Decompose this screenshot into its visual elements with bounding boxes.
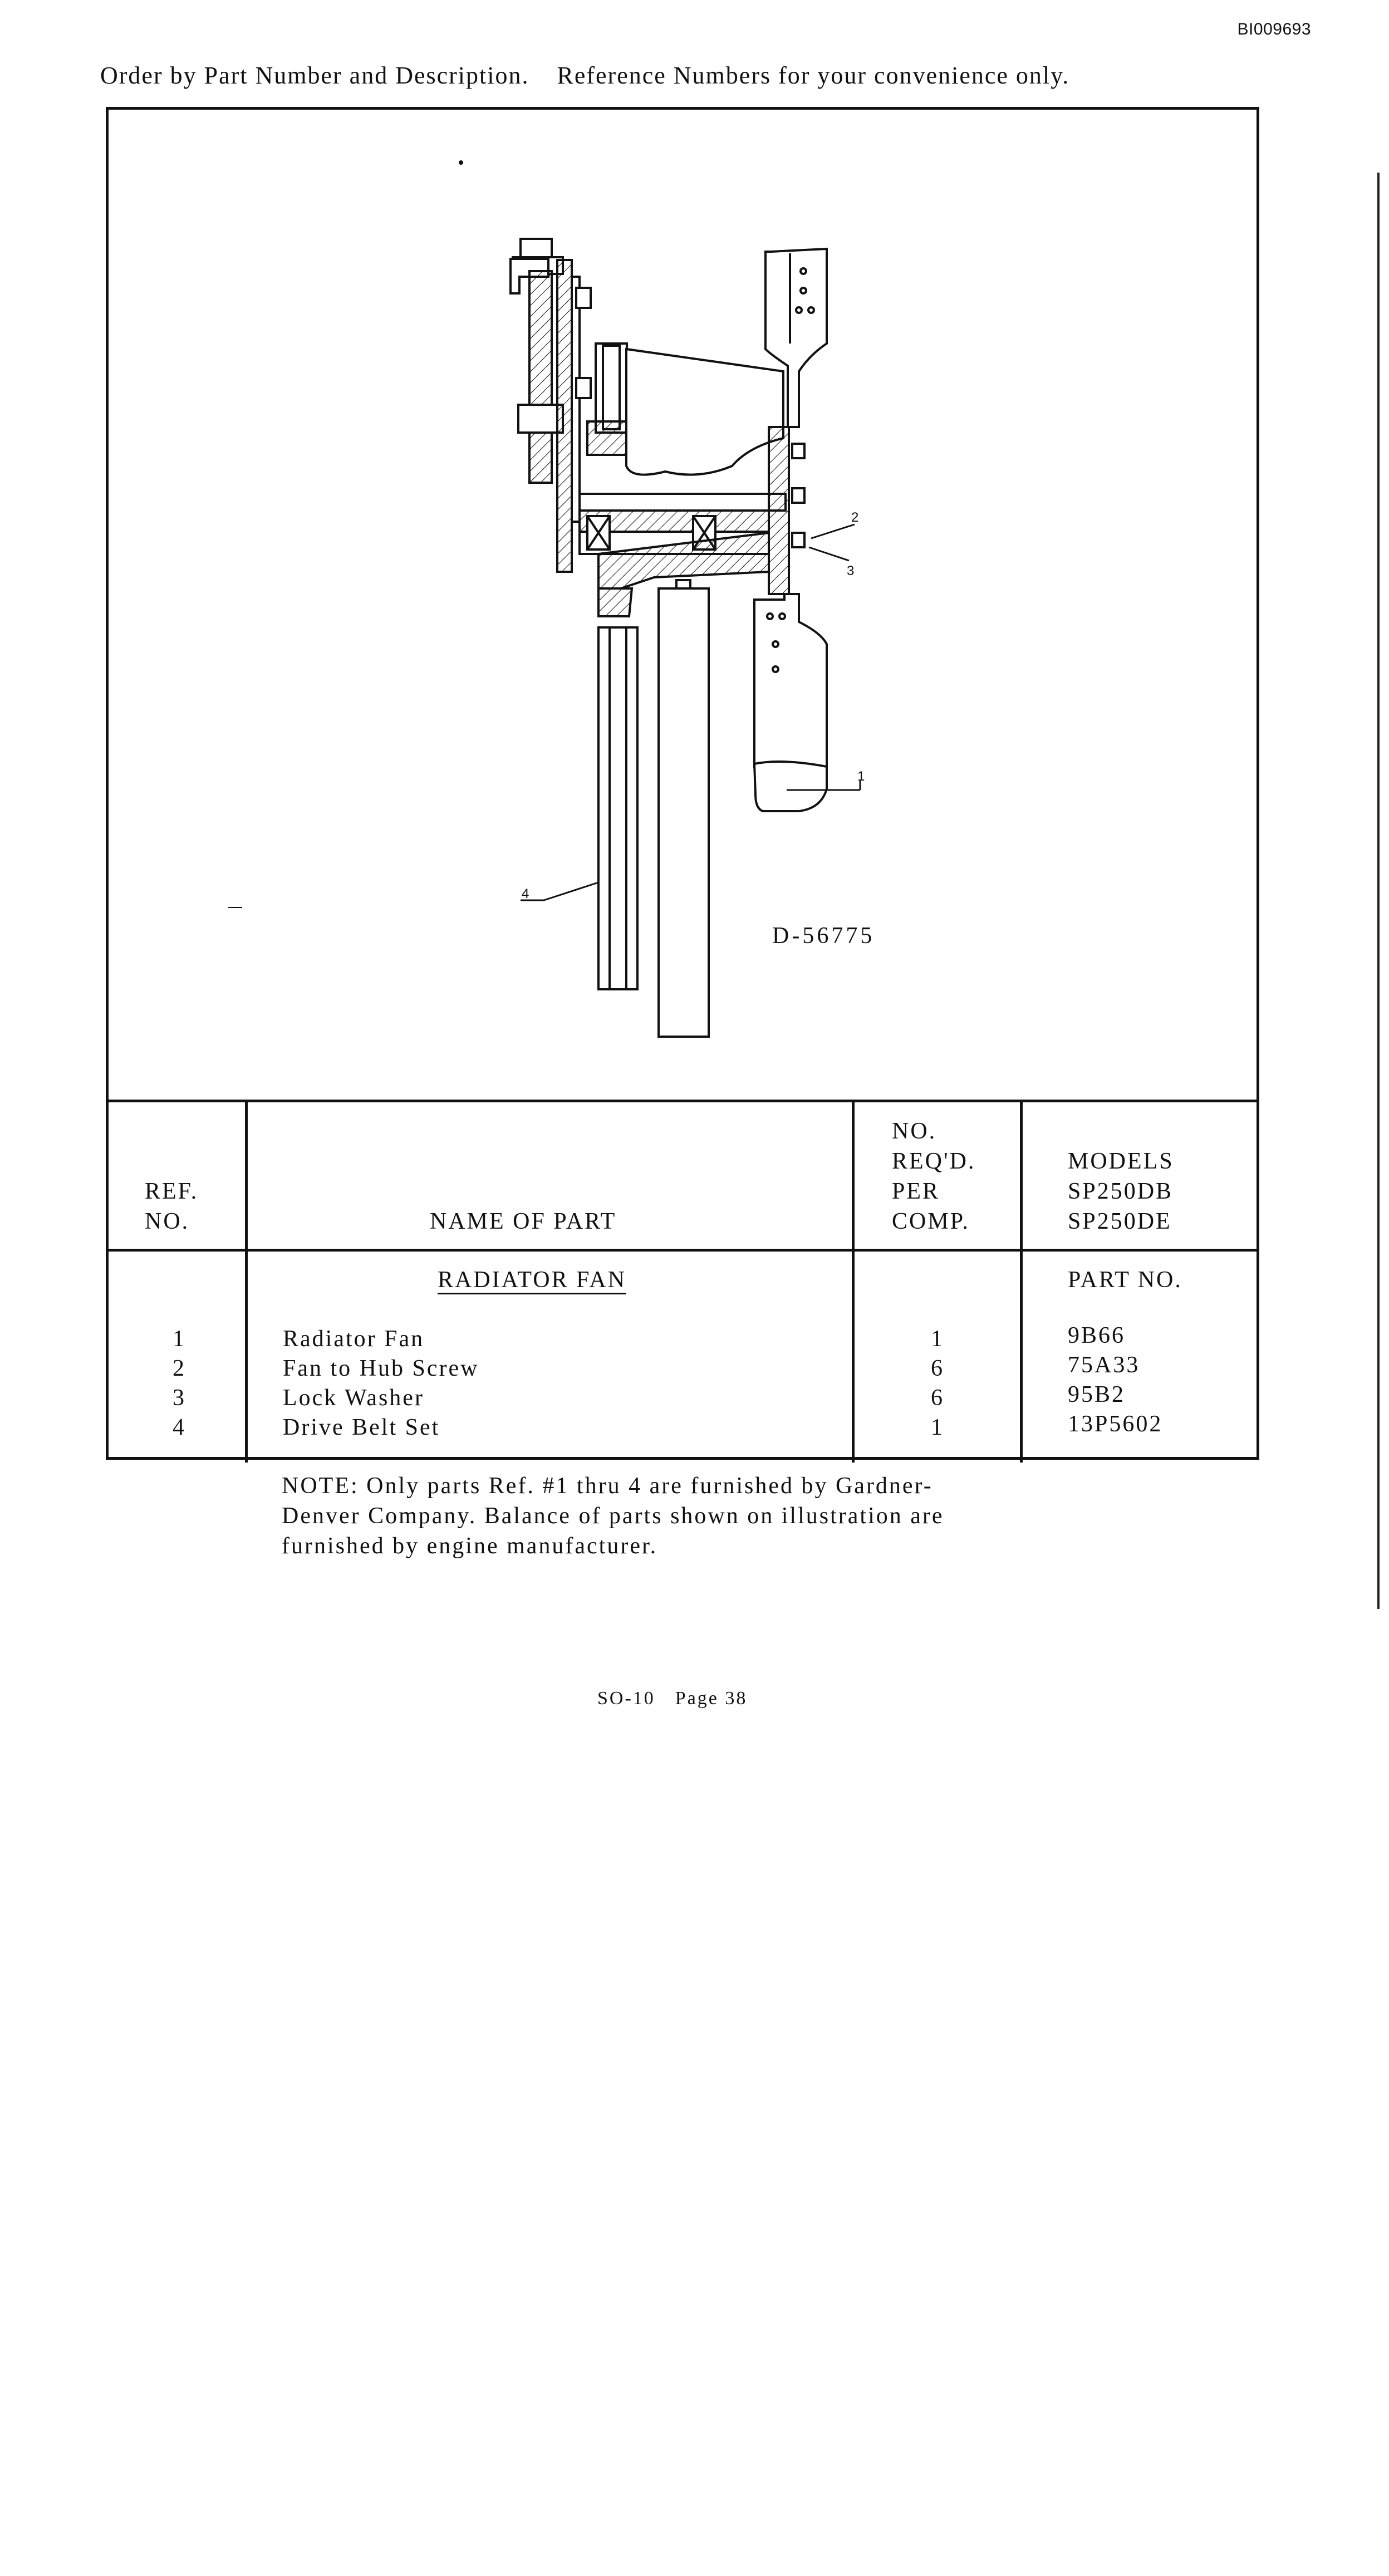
note-line: Denver Company. Balance of parts shown on illustration are xyxy=(282,1503,944,1529)
ref-cell: 2 xyxy=(173,1356,186,1381)
part-no-cell: 13P5602 xyxy=(1068,1411,1163,1437)
part-name-cell: Drive Belt Set xyxy=(283,1415,440,1440)
qty-cell: 6 xyxy=(931,1356,944,1381)
note xyxy=(282,1471,1150,1561)
parts-table xyxy=(106,1100,1259,2576)
col-divider xyxy=(852,1100,855,1463)
col-divider xyxy=(245,1100,248,1463)
reference-text: Reference Numbers for your convenience only. xyxy=(557,62,1070,89)
note-line: NOTE: Only parts Ref. #1 thru 4 are furnished by Gardner- xyxy=(282,1473,933,1499)
order-text: Order by Part Number and Description. xyxy=(100,62,529,89)
page-footer xyxy=(597,1688,747,1709)
fan-assembly-drawing xyxy=(109,110,1257,1102)
section-title: RADIATOR FAN xyxy=(438,1267,626,1293)
drawing-number: D-56775 xyxy=(772,923,875,949)
qty-cell: 6 xyxy=(931,1385,944,1411)
order-instructions xyxy=(100,61,1069,90)
ref-cell: 1 xyxy=(173,1326,186,1352)
footer-page: Page 38 xyxy=(675,1688,748,1709)
ref-cell: 3 xyxy=(173,1385,186,1411)
note-line: furnished by engine manufacturer. xyxy=(282,1533,658,1559)
name-header: NAME OF PART xyxy=(430,1209,617,1234)
part-no-cell: 75A33 xyxy=(1068,1352,1140,1378)
part-name-cell: Lock Washer xyxy=(283,1385,424,1411)
part-no-label: PART NO. xyxy=(1068,1267,1182,1293)
models-header: MODELS SP250DB SP250DE xyxy=(1068,1149,1174,1234)
scan-edge-line xyxy=(1377,173,1380,1609)
document-id: BI009693 xyxy=(1237,20,1311,38)
callout-1: 1 xyxy=(857,769,865,784)
part-name-cell: Fan to Hub Screw xyxy=(283,1356,479,1381)
callout-2: 2 xyxy=(851,510,859,525)
ref-cell: 4 xyxy=(173,1415,186,1440)
footer-doc: SO-10 xyxy=(597,1688,655,1709)
header-rule xyxy=(106,1249,1259,1252)
parts-frame xyxy=(106,107,1259,1460)
part-no-cell: 9B66 xyxy=(1068,1323,1126,1348)
part-no-cell: 95B2 xyxy=(1068,1382,1126,1407)
ref-no-header: REF. NO. xyxy=(145,1179,199,1234)
callout-4: 4 xyxy=(522,886,529,901)
part-name-cell: Radiator Fan xyxy=(283,1326,425,1352)
qty-cell: 1 xyxy=(931,1326,944,1352)
exploded-illustration xyxy=(109,110,1257,1102)
col-divider xyxy=(1020,1100,1023,1463)
table-top-rule xyxy=(106,1100,1259,1102)
callout-3: 3 xyxy=(847,563,855,578)
qty-cell: 1 xyxy=(931,1415,944,1440)
qty-header: NO. REQ'D. PER COMP. xyxy=(892,1118,976,1234)
